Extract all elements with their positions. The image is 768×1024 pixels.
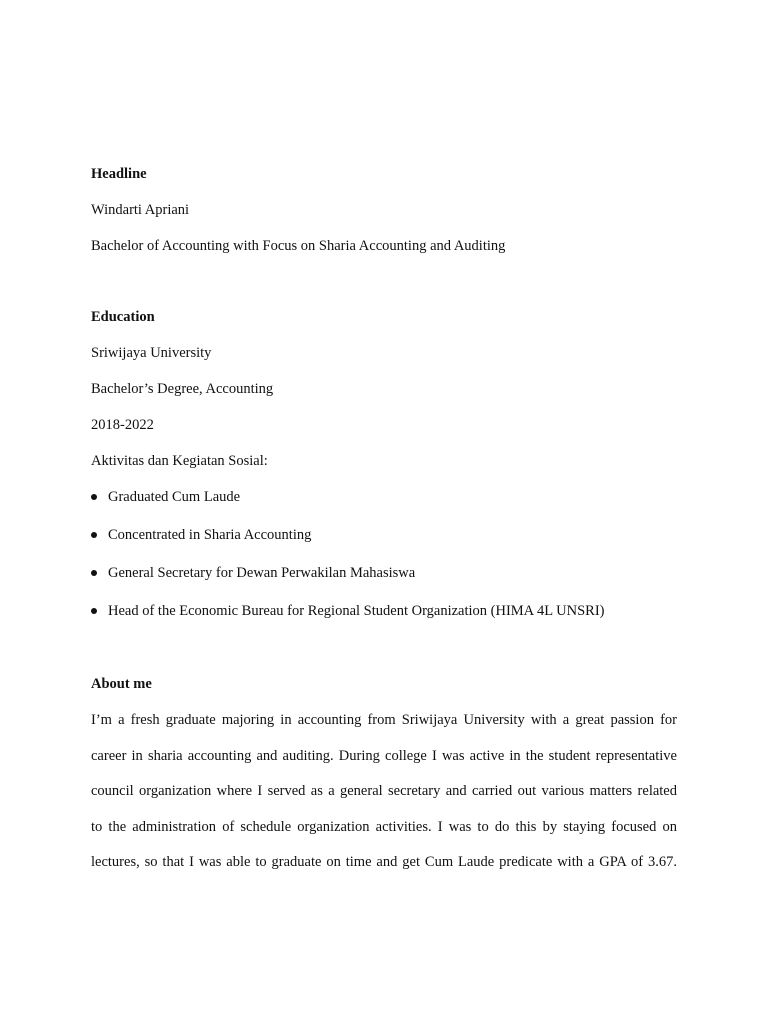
about-paragraph-line: to the administration of schedule organization activities. I was to do this by staying focused on: [91, 819, 677, 835]
about-paragraph-line: I’m a fresh graduate majoring in accounting from Sriwijaya University with a great passion for: [91, 712, 677, 728]
list-item-text: Concentrated in Sharia Accounting: [108, 527, 312, 543]
list-item-text: Head of the Economic Bureau for Regional Student Organization (HIMA 4L UNSRI): [108, 603, 605, 619]
candidate-title: Bachelor of Accounting with Focus on Sharia Accounting and Auditing: [91, 238, 506, 254]
list-item-text: General Secretary for Dewan Perwakilan Mahasiswa: [108, 565, 416, 581]
about-heading: About me: [91, 676, 152, 692]
education-years: 2018-2022: [91, 417, 154, 433]
education-degree: Bachelor’s Degree, Accounting: [91, 381, 274, 397]
about-paragraph-line: career in sharia accounting and auditing. During college I was active in the student representative: [91, 748, 677, 764]
education-heading: Education: [91, 309, 155, 325]
headline-heading: Headline: [91, 166, 147, 182]
about-paragraph-line: council organization where I served as a general secretary and carried out various matters related: [91, 783, 677, 799]
education-school: Sriwijaya University: [91, 345, 212, 361]
education-activities-label: Aktivitas dan Kegiatan Sosial:: [91, 453, 268, 469]
bullet-icon: [91, 570, 97, 576]
list-item-text: Graduated Cum Laude: [108, 489, 241, 505]
bullet-icon: [91, 608, 97, 614]
bullet-icon: [91, 494, 97, 500]
candidate-name: Windarti Apriani: [91, 202, 190, 218]
about-paragraph-line: lectures, so that I was able to graduate on time and get Cum Laude predicate with a GPA of 3.67.: [91, 854, 677, 870]
bullet-icon: [91, 532, 97, 538]
